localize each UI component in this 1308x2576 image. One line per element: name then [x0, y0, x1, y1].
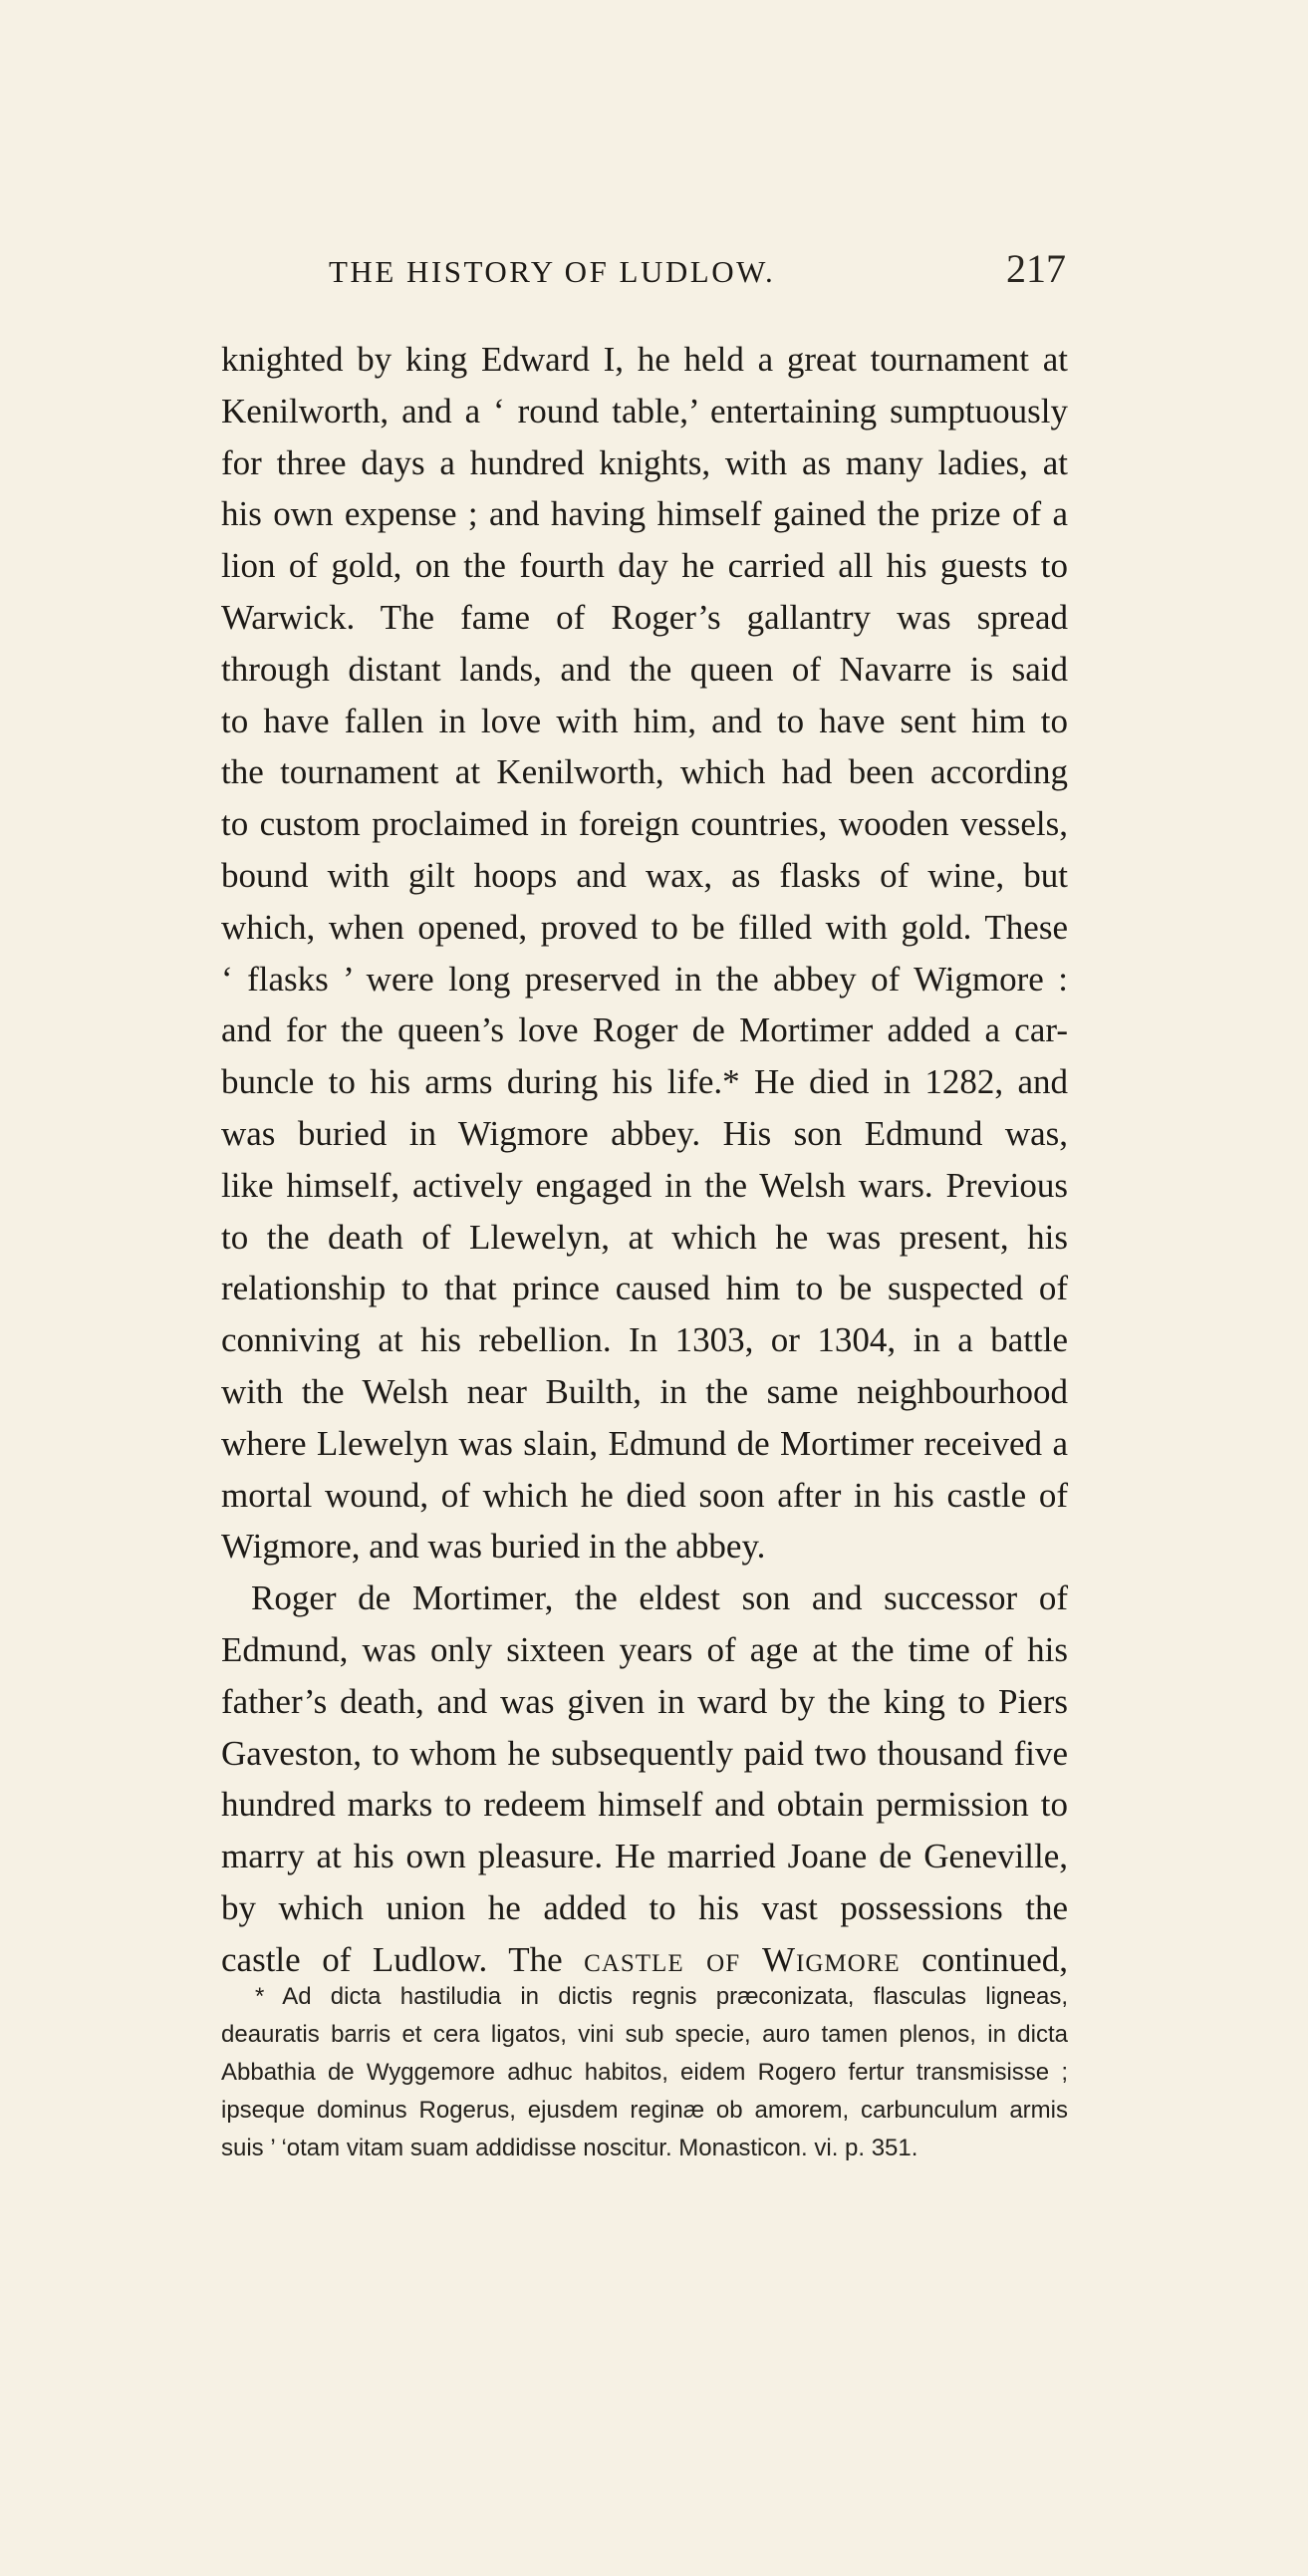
text-line: to have fallen in love with him, and to have sent him to	[221, 701, 1068, 740]
text-line: to the death of Llewelyn, at which he was present, his	[221, 1217, 1068, 1257]
text-line: Kenilworth, and a ‘ round table,’ entertaining sumptuously	[221, 391, 1068, 430]
text-line: with the Welsh near Builth, in the same neighbourhood	[221, 1371, 1068, 1411]
text-line: which, when opened, proved to be filled with gold. These	[221, 907, 1068, 947]
text-line: hundred marks to redeem himself and obtain permission to	[221, 1785, 1068, 1825]
text-line: marry at his own pleasure. He married Joane de Geneville,	[221, 1837, 1068, 1876]
text-line: relationship to that prince caused him to be suspected of	[221, 1269, 1068, 1308]
text-line: Roger de Mortimer, the eldest son and successor of	[251, 1578, 1068, 1618]
text-line: through distant lands, and the queen of Navarre is said	[221, 649, 1068, 689]
body-text	[221, 334, 1068, 1986]
text-line: mortal wound, of which he died soon after in his castle of	[221, 1475, 1068, 1515]
final-line-start: castle of Ludlow. The	[221, 1939, 585, 1979]
text-line: Edmund, was only sixteen years of age at the time of his	[221, 1629, 1068, 1669]
running-title: THE HISTORY OF LUDLOW.	[329, 254, 776, 289]
text-line: father’s death, and was given in ward by the king to Piers	[221, 1681, 1068, 1721]
text-line: and for the queen’s love Roger de Mortimer added a car-	[221, 1010, 1068, 1050]
footnote-line: suis ’ ‘otam vitam suam addidisse noscitur. Monasticon. vi. p. 351.	[221, 2135, 918, 2161]
text-line: knighted by king Edward I, he held a great tournament at	[221, 340, 1068, 379]
text-line: his own expense ; and having himself gained the prize of a	[221, 494, 1068, 534]
text-line: lion of gold, on the fourth day he carried all his guests to	[221, 546, 1068, 586]
footnote-line: ipseque dominus Rogerus, ejusdem reginæ ob amorem, carbunculum armis	[221, 2097, 1068, 2124]
footnote-line: * Ad dicta hastiludia in dictis regnis præconizata, flasculas ligneas,	[255, 1983, 1068, 2010]
text-line: to custom proclaimed in foreign countries, wooden vessels,	[221, 804, 1068, 844]
castle-small-caps: castle of Wigmore	[584, 1939, 901, 1979]
text-line: ‘ flasks ’ were long preserved in the abbey of Wigmore :	[221, 959, 1068, 999]
text-line: like himself, actively engaged in the Welsh wars. Previous	[221, 1165, 1068, 1205]
text-line: Gaveston, to whom he subsequently paid two thousand five	[221, 1733, 1068, 1773]
footnote	[221, 1978, 1068, 2167]
running-head	[329, 245, 1066, 293]
text-line: the tournament at Kenilworth, which had been according	[221, 752, 1068, 792]
final-line-end: continued,	[900, 1939, 1068, 1979]
text-line: for three days a hundred knights, with as many ladies, at	[221, 442, 1068, 482]
text-line: by which union he added to his vast possessions the	[221, 1887, 1068, 1927]
text-line: buncle to his arms during his life.* He died in 1282, and	[221, 1062, 1068, 1102]
text-line: bound with gilt hoops and wax, as flasks of wine, but	[221, 855, 1068, 895]
text-line: Warwick. The fame of Roger’s gallantry was spread	[221, 597, 1068, 637]
text-line: was buried in Wigmore abbey. His son Edmund was,	[221, 1113, 1068, 1153]
text-line: conniving at his rebellion. In 1303, or 1304, in a battle	[221, 1320, 1068, 1360]
text-line: Wigmore, and was buried in the abbey.	[221, 1527, 766, 1567]
footnote-line: Abbathia de Wyggemore adhuc habitos, eidem Rogero fertur transmisisse ;	[221, 2059, 1068, 2086]
page-number: 217	[1006, 246, 1066, 291]
text-line: where Llewelyn was slain, Edmund de Mortimer received a	[221, 1423, 1068, 1463]
footnote-line: deauratis barris et cera ligatos, vini sub specie, auro tamen plenos, in dicta	[221, 2021, 1068, 2048]
